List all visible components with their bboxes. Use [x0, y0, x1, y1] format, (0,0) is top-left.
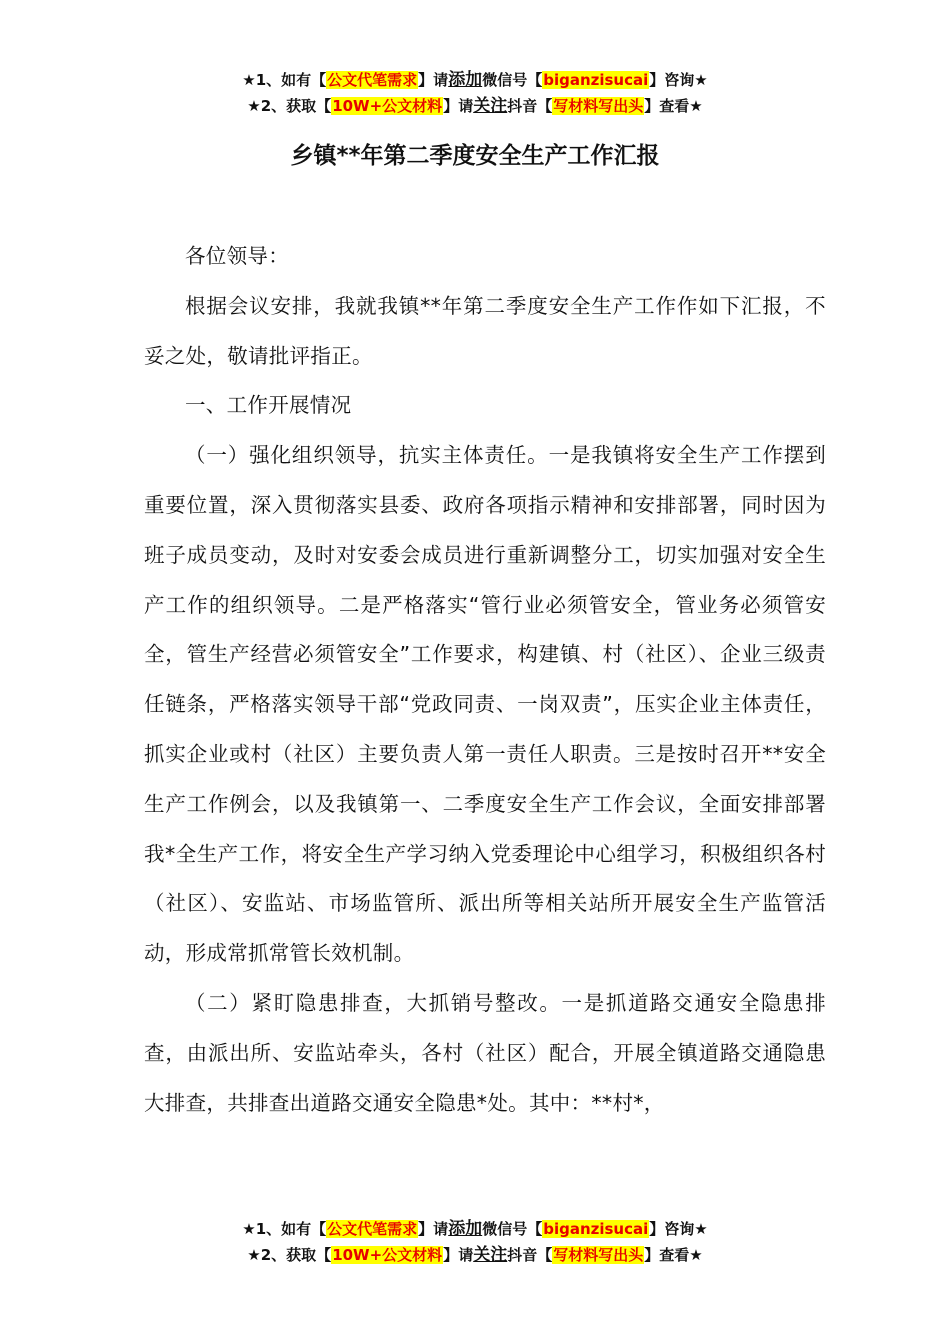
promo-banner-top	[0, 67, 950, 119]
promo-text: ★1、如有【	[242, 71, 327, 89]
promo-highlight: biganzisucai	[543, 71, 649, 89]
promo-line-2	[0, 1242, 950, 1268]
intro-paragraph: 根据会议安排，我就我镇**年第二季度安全生产工作作如下汇报，不妥之处，敬请批评指正。	[144, 293, 826, 368]
promo-text: 】查看★	[644, 1246, 703, 1264]
promo-text: 】咨询★	[649, 71, 708, 89]
promo-highlight: 写材料写出头	[553, 97, 644, 115]
promo-line-1	[0, 67, 950, 93]
promo-highlight: 公文代笔需求	[327, 71, 418, 89]
promo-text: 】查看★	[644, 97, 703, 115]
body-paragraph: （二）紧盯隐患排查，大抓销号整改。一是抓道路交通安全隐患排查，由派出所、安监站牵头，各村（社区）配合，开展全镇道路交通隐患大排查，共排查出道路交通安全隐患*处。其中：**村*，	[144, 990, 826, 1115]
promo-underline: 添加	[448, 70, 483, 90]
promo-text: 】请	[418, 1220, 449, 1238]
promo-text: 】请	[443, 1246, 474, 1264]
promo-highlight: 写材料写出头	[553, 1246, 644, 1264]
document-body	[144, 232, 826, 1128]
promo-line-1	[0, 1216, 950, 1242]
promo-text: ★2、获取【	[247, 1246, 332, 1264]
promo-banner-bottom	[0, 1216, 950, 1268]
promo-highlight: 10W+公文材料	[332, 97, 443, 115]
promo-text: 抖音【	[507, 97, 553, 115]
promo-text: 】请	[418, 71, 449, 89]
promo-text: 微信号【	[482, 1220, 543, 1238]
promo-highlight: 10W+公文材料	[332, 1246, 443, 1264]
promo-text: 】咨询★	[649, 1220, 708, 1238]
promo-underline: 关注	[473, 96, 508, 116]
promo-highlight: biganzisucai	[543, 1220, 649, 1238]
promo-text: 抖音【	[507, 1246, 553, 1264]
promo-underline: 添加	[448, 1219, 483, 1239]
promo-underline: 关注	[473, 1245, 508, 1265]
body-paragraph: （一）强化组织领导，抗实主体责任。一是我镇将安全生产工作摆到重要位置，深入贯彻落实县委、政府各项指示精神和安排部署，同时因为班子成员变动，及时对安委会成员进行重新调整分工，切实加强对安全生产工作的组织领导。二是严格落实“管行业必须管安全，管业务必须管安全，管生产经营必须管安全”工作要求，构建镇、村（社区）、企业三级责任链条，严格落实领导干部“党政同责、一岗双责”，压实企业主体责任，抓实企业或村（社区）主要负责人第一责任人职责。三是按时召开**安全生产工作例会，以及我镇第一、二季度安全生产工作会议，全面安排部署我*全生产工作，将安全生产学习纳入党委理论中心组学习，积极组织各村（社区）、安监站、市场监管所、派出所等相关站所开展安全生产监管活动，形成常抓常管长效机制。	[144, 443, 826, 966]
document-title: 乡镇**年第二季度安全生产工作汇报	[290, 143, 660, 169]
salutation: 各位领导：	[185, 244, 289, 268]
section-heading: 一、工作开展情况	[185, 393, 352, 418]
promo-text: ★2、获取【	[247, 97, 332, 115]
promo-text: 微信号【	[482, 71, 543, 89]
promo-highlight: 公文代笔需求	[327, 1220, 418, 1238]
promo-text: 】请	[443, 97, 474, 115]
promo-text: ★1、如有【	[242, 1220, 327, 1238]
promo-line-2	[0, 93, 950, 119]
